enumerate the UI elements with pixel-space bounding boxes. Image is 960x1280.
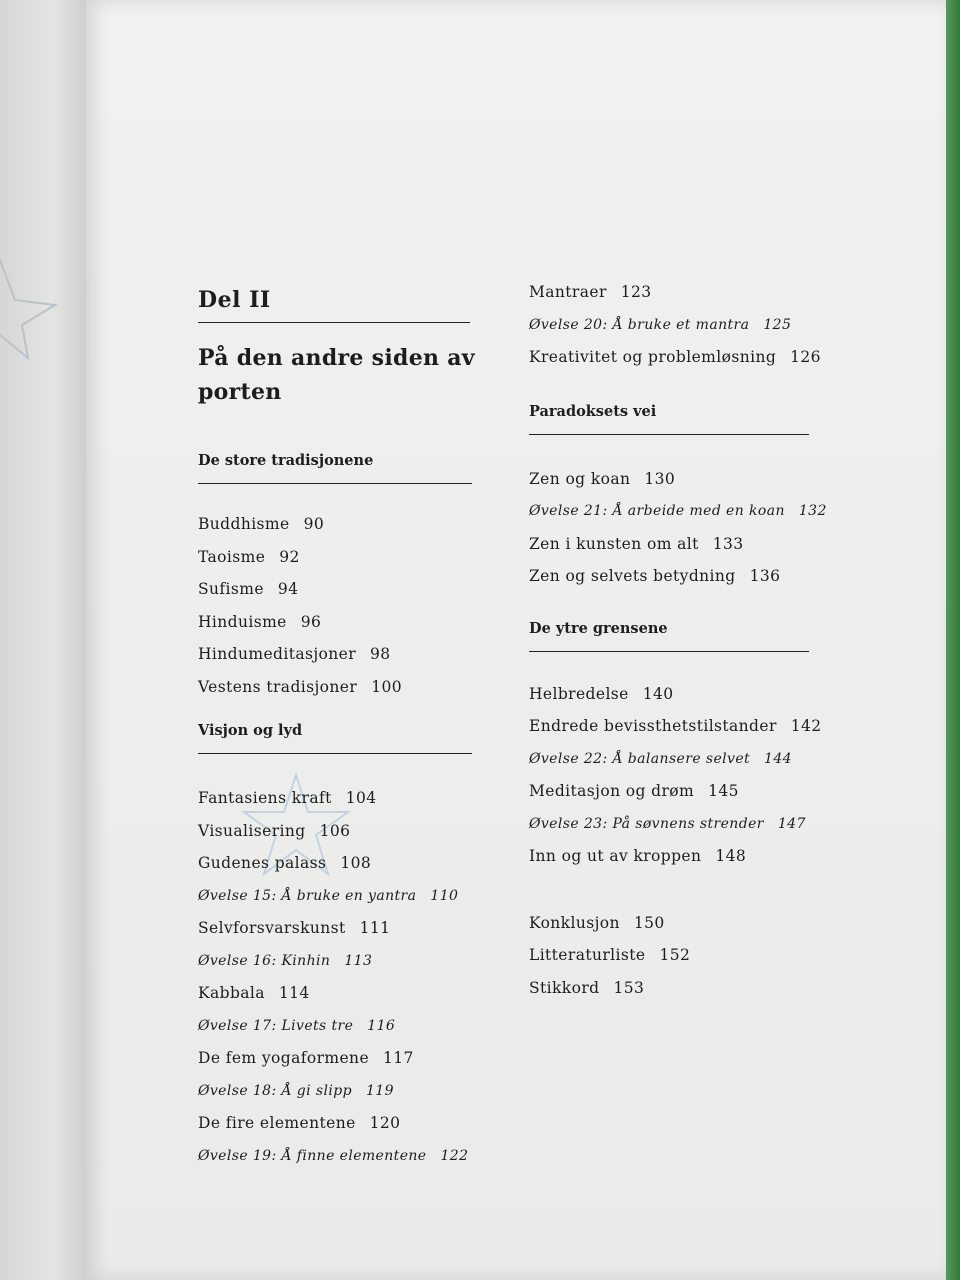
toc-exercise-entry[interactable]: Øvelse 20: Å bruke et mantra 125 <box>529 316 792 333</box>
section-heading: Paradoksets vei <box>529 402 657 420</box>
toc-exercise-entry[interactable]: Øvelse 16: Kinhin 113 <box>198 952 373 969</box>
entry-list <box>529 463 829 593</box>
toc-entry[interactable]: Kreativitet og problemløsning 126 <box>529 348 821 366</box>
toc-entry[interactable]: Hinduisme 96 <box>198 612 322 631</box>
toc-entry[interactable]: Kabbala 114 <box>198 984 310 1002</box>
toc-entry[interactable]: Vestens tradisjoner 100 <box>198 677 402 696</box>
section-heading: De store tradisjonene <box>198 452 374 469</box>
closing-entries <box>529 907 829 1005</box>
part-label: Del II <box>198 287 271 313</box>
part-title-line-1: På den andre siden av <box>198 345 475 371</box>
toc-entry[interactable]: Buddhisme 90 <box>198 515 325 533</box>
toc-entry[interactable]: Sufisme 94 <box>198 580 299 598</box>
section-paradoksets-vei <box>529 402 829 593</box>
toc-entry[interactable]: De fire elementene 120 <box>198 1114 401 1132</box>
toc-entry[interactable]: Taoisme 92 <box>198 547 300 566</box>
toc-entry[interactable]: Meditasjon og drøm 145 <box>529 782 739 800</box>
section-de-store-tradisjonene <box>198 451 498 703</box>
left-page-edge <box>0 0 86 1280</box>
section-visjon-og-lyd <box>198 721 498 1172</box>
toc-entry[interactable]: Fantasiens kraft 104 <box>198 789 377 807</box>
toc-exercise-entry[interactable]: Øvelse 18: Å gi slipp 119 <box>198 1082 394 1099</box>
toc-entry[interactable]: Visualisering 106 <box>198 821 351 840</box>
toc-exercise-entry[interactable]: Øvelse 23: På søvnens strender 147 <box>529 815 806 832</box>
toc-entry[interactable]: Helbredelse 140 <box>529 684 674 703</box>
toc-entry[interactable]: Konklusjon 150 <box>529 913 665 932</box>
entry-list <box>198 782 498 1172</box>
green-background-edge <box>944 0 960 1280</box>
part-title-line-2: porten <box>198 379 282 405</box>
divider <box>529 434 809 435</box>
toc-entry[interactable]: De fem yogaformene 117 <box>198 1049 414 1067</box>
part-title <box>198 341 498 409</box>
section-heading: De ytre grensene <box>529 619 668 637</box>
star-outline-icon <box>0 250 60 360</box>
divider <box>198 483 472 484</box>
toc-entry[interactable]: Litteraturliste 152 <box>529 946 691 964</box>
toc-entry[interactable]: Gudenes palass 108 <box>198 854 372 872</box>
toc-entry[interactable]: Zen og koan 130 <box>529 469 676 488</box>
entry-list <box>198 508 498 703</box>
toc-exercise-entry[interactable]: Øvelse 19: Å finne elementene 122 <box>198 1147 469 1164</box>
book-page <box>86 0 946 1280</box>
toc-entry[interactable]: Endrede bevissthetstilstander 142 <box>529 717 822 735</box>
entry-list <box>529 678 829 873</box>
divider <box>198 753 472 754</box>
toc-exercise-entry[interactable]: Øvelse 22: Å balansere selvet 144 <box>529 750 792 767</box>
toc-entry[interactable]: Hindumeditasjoner 98 <box>198 645 391 663</box>
toc-left-column <box>198 278 498 1172</box>
toc-entry[interactable]: Stikkord 153 <box>529 978 645 997</box>
toc-entry[interactable]: Selvforsvarskunst 111 <box>198 919 391 937</box>
toc-entry[interactable]: Inn og ut av kroppen 148 <box>529 847 747 865</box>
toc-entry[interactable]: Mantraer 123 <box>529 283 652 301</box>
section-de-ytre-grensene <box>529 619 829 873</box>
divider <box>529 651 809 652</box>
toc-exercise-entry[interactable]: Øvelse 15: Å bruke en yantra 110 <box>198 887 459 904</box>
toc-exercise-entry[interactable]: Øvelse 21: Å arbeide med en koan 132 <box>529 503 827 519</box>
toc-exercise-entry[interactable]: Øvelse 17: Livets tre 116 <box>198 1017 396 1034</box>
toc-entry[interactable]: Zen og selvets betydning 136 <box>529 567 781 585</box>
toc-entry[interactable]: Zen i kunsten om alt 133 <box>529 534 744 553</box>
section-heading: Visjon og lyd <box>198 722 303 739</box>
divider <box>198 322 470 323</box>
toc-right-column <box>529 276 829 1004</box>
entry-list <box>529 276 829 374</box>
